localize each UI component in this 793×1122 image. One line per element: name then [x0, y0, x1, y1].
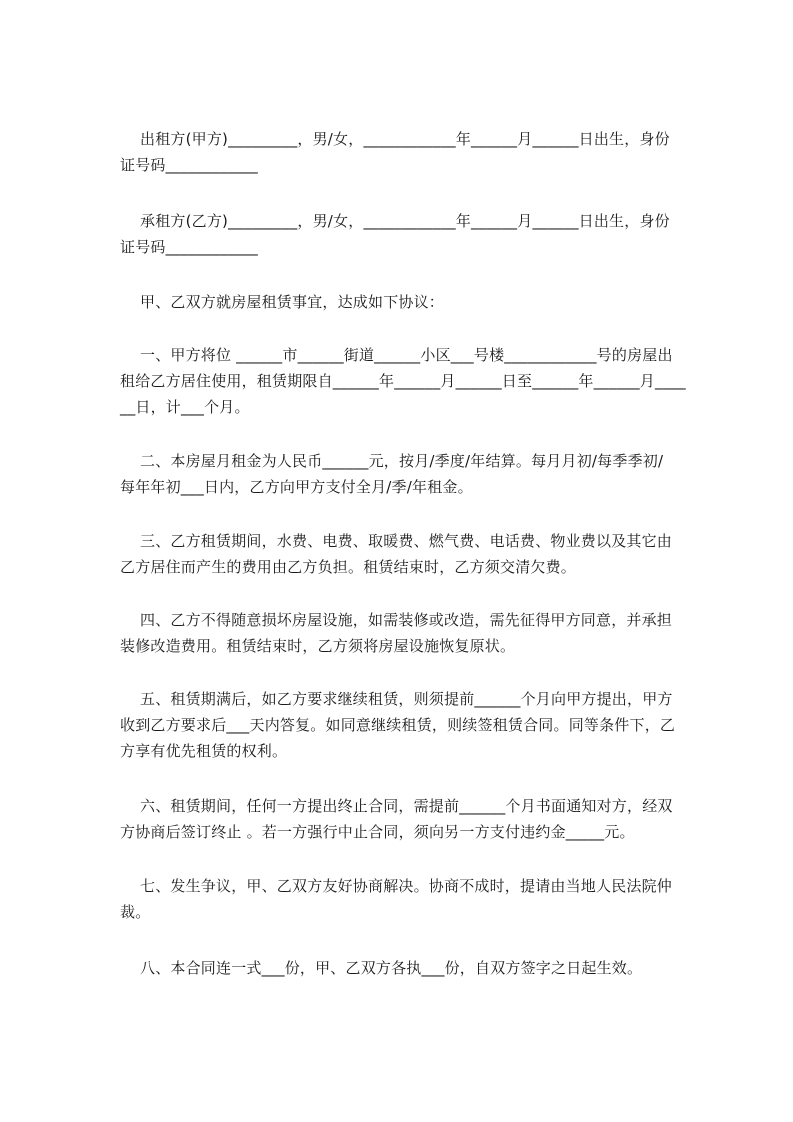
clause-7-line-2: 裁。	[120, 903, 151, 921]
clause-8-line-1: 八、本合同连一式___份，甲、乙双方各执___份，自双方签字之日起生效。	[140, 959, 643, 977]
intro-paragraph	[120, 289, 694, 315]
lessee-paragraph	[120, 208, 694, 260]
lessee-line-2: 证号码____________	[120, 238, 259, 256]
clause-1-line-1: 一、甲方将位 ______市______街道______小区___号楼____________号的房屋出	[140, 346, 673, 364]
clause-4-line-1: 四、乙方不得随意损坏房屋设施，如需装修或改造，需先征得甲方同意，并承担	[140, 611, 673, 629]
clause-2-paragraph	[120, 448, 694, 500]
lessee-line-1: 承租方(乙方)_________，男/女，____________年______月______日出生，身份	[140, 212, 670, 230]
clause-3-line-1: 三、乙方租赁期间，水费、电费、取暖费、燃气费、电话费、物业费以及其它由	[140, 532, 673, 550]
clause-8-paragraph	[120, 955, 694, 981]
clause-2-line-2: 每年年初___日内，乙方向甲方支付全月/季/年租金。	[120, 478, 473, 496]
clause-1-line-2: 租给乙方居住使用，租赁期限自______年______月______日至______年______月____	[120, 372, 686, 390]
clause-6-line-1: 六、租赁期间，任何一方提出终止合同，需提前______个月书面通知对方，经双	[140, 797, 673, 815]
clause-4-line-2: 装修改造费用。租赁结束时，乙方须将房屋设施恢复原状。	[120, 637, 516, 655]
clause-2-line-1: 二、本房屋月租金为人民币______元，按月/季度/年结算。每月月初/每季季初/	[140, 452, 664, 470]
clause-7-line-1: 七、发生争议，甲、乙双方友好协商解决。协商不成时，提请由当地人民法院仲	[140, 877, 673, 895]
clause-3-paragraph	[120, 528, 694, 580]
clause-7-paragraph	[120, 873, 694, 925]
clause-5-paragraph	[120, 686, 694, 764]
intro-line-1: 甲、乙双方就房屋租赁事宜，达成如下协议：	[140, 293, 445, 311]
clause-6-line-2: 方协商后签订终止 。若一方强行中止合同，须向另一方支付违约金_____元。	[120, 823, 635, 841]
lessor-line-1: 出租方(甲方)_________，男/女，____________年______月______日出生，身份	[140, 130, 670, 148]
clause-3-line-2: 乙方居住而产生的费用由乙方负担。租赁结束时，乙方须交清欠费。	[120, 558, 577, 576]
clause-1-paragraph	[120, 342, 694, 420]
clause-5-line-3: 方享有优先租赁的权利。	[120, 742, 288, 760]
clause-6-paragraph	[120, 793, 694, 845]
lessor-paragraph	[120, 126, 694, 178]
clause-1-line-3: __日，计___个月。	[120, 398, 250, 416]
clause-4-paragraph	[120, 607, 694, 659]
clause-5-line-2: 收到乙方要求后___天内答复。如同意继续租赁，则续签租赁合同。同等条件下，乙	[120, 716, 676, 734]
clause-5-line-1: 五、租赁期满后，如乙方要求继续租赁，则须提前______个月向甲方提出，甲方	[140, 690, 673, 708]
lessor-line-2: 证号码____________	[120, 156, 259, 174]
